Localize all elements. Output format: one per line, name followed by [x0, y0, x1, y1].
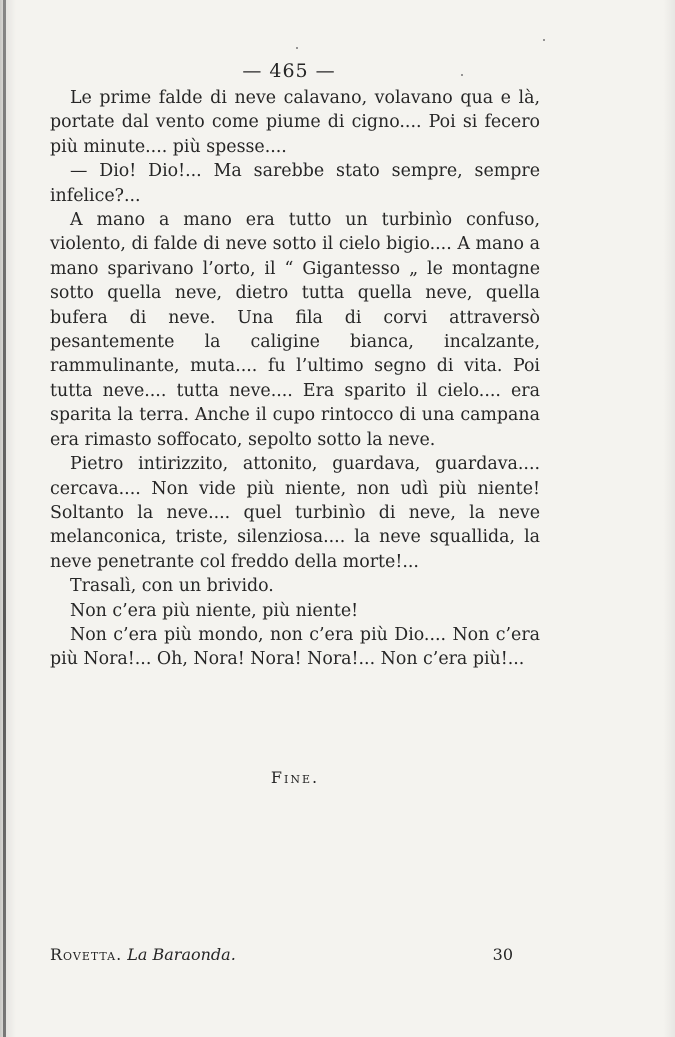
body-text: [50, 86, 540, 672]
footer-author: Rovetta.: [50, 945, 123, 964]
paragraph-7: Non c’era più mondo, non c’era più Dio.... Non c’era più Nora!... Oh, Nora! Nora! Nora!... Non c’era più!...: [50, 624, 540, 670]
paper-speck: [543, 39, 545, 41]
end-mark: [0, 768, 590, 787]
footer-title: La Baraonda.: [127, 945, 236, 964]
paragraph-5: Trasalì, con un brivido.: [70, 576, 274, 597]
paper-speck: [296, 47, 298, 49]
binding-edge: [3, 0, 6, 1037]
paragraph-6: Non c’era più niente, più niente!: [70, 600, 359, 621]
paragraph-1: Le prime falde di neve calavano, volavano qua e là, portate dal vento come piume di cigno.... Poi si fecero più minute.... più spesse....: [50, 88, 540, 157]
paper-speck: [461, 74, 463, 76]
page-footer: [50, 945, 513, 964]
paragraph-3: A mano a mano era tutto un turbinìo confuso, violento, di falde di neve sotto il cielo bigio.... A mano a mano sparivano l’orto, il “ Gigantesso „ le montagne sotto quella neve, dietro tutta quella neve, quella bufera di neve. Una fila di corvi attraversò pesantemente la caligine bianca, incalzante, rammulinante, muta.... fu l’ultimo segno di vita. Poi tutta neve.... tutta neve.... Era sparito il cielo.... era sparita la terra. Anche il cupo rintocco di una campana era rimasto soffocato, sepolto sotto la neve.: [50, 210, 540, 450]
footer-signature: [50, 945, 236, 964]
page-number: — 465 —: [242, 60, 336, 82]
paragraph-4: Pietro intirizzito, attonito, guardava, guardava.... cercava.... Non vide più niente, non udì più niente! Soltanto la neve.... quel turbinìo di neve, la neve melanconica, triste, silenziosa.... la neve squallida, la neve penetrante col freddo della morte!...: [50, 454, 540, 572]
paragraph-2: — Dio! Dio!... Ma sarebbe stato sempre, sempre infelice?...: [50, 161, 540, 206]
end-mark-text: Fine.: [270, 768, 320, 787]
footer-signature-number: 30: [492, 945, 513, 964]
